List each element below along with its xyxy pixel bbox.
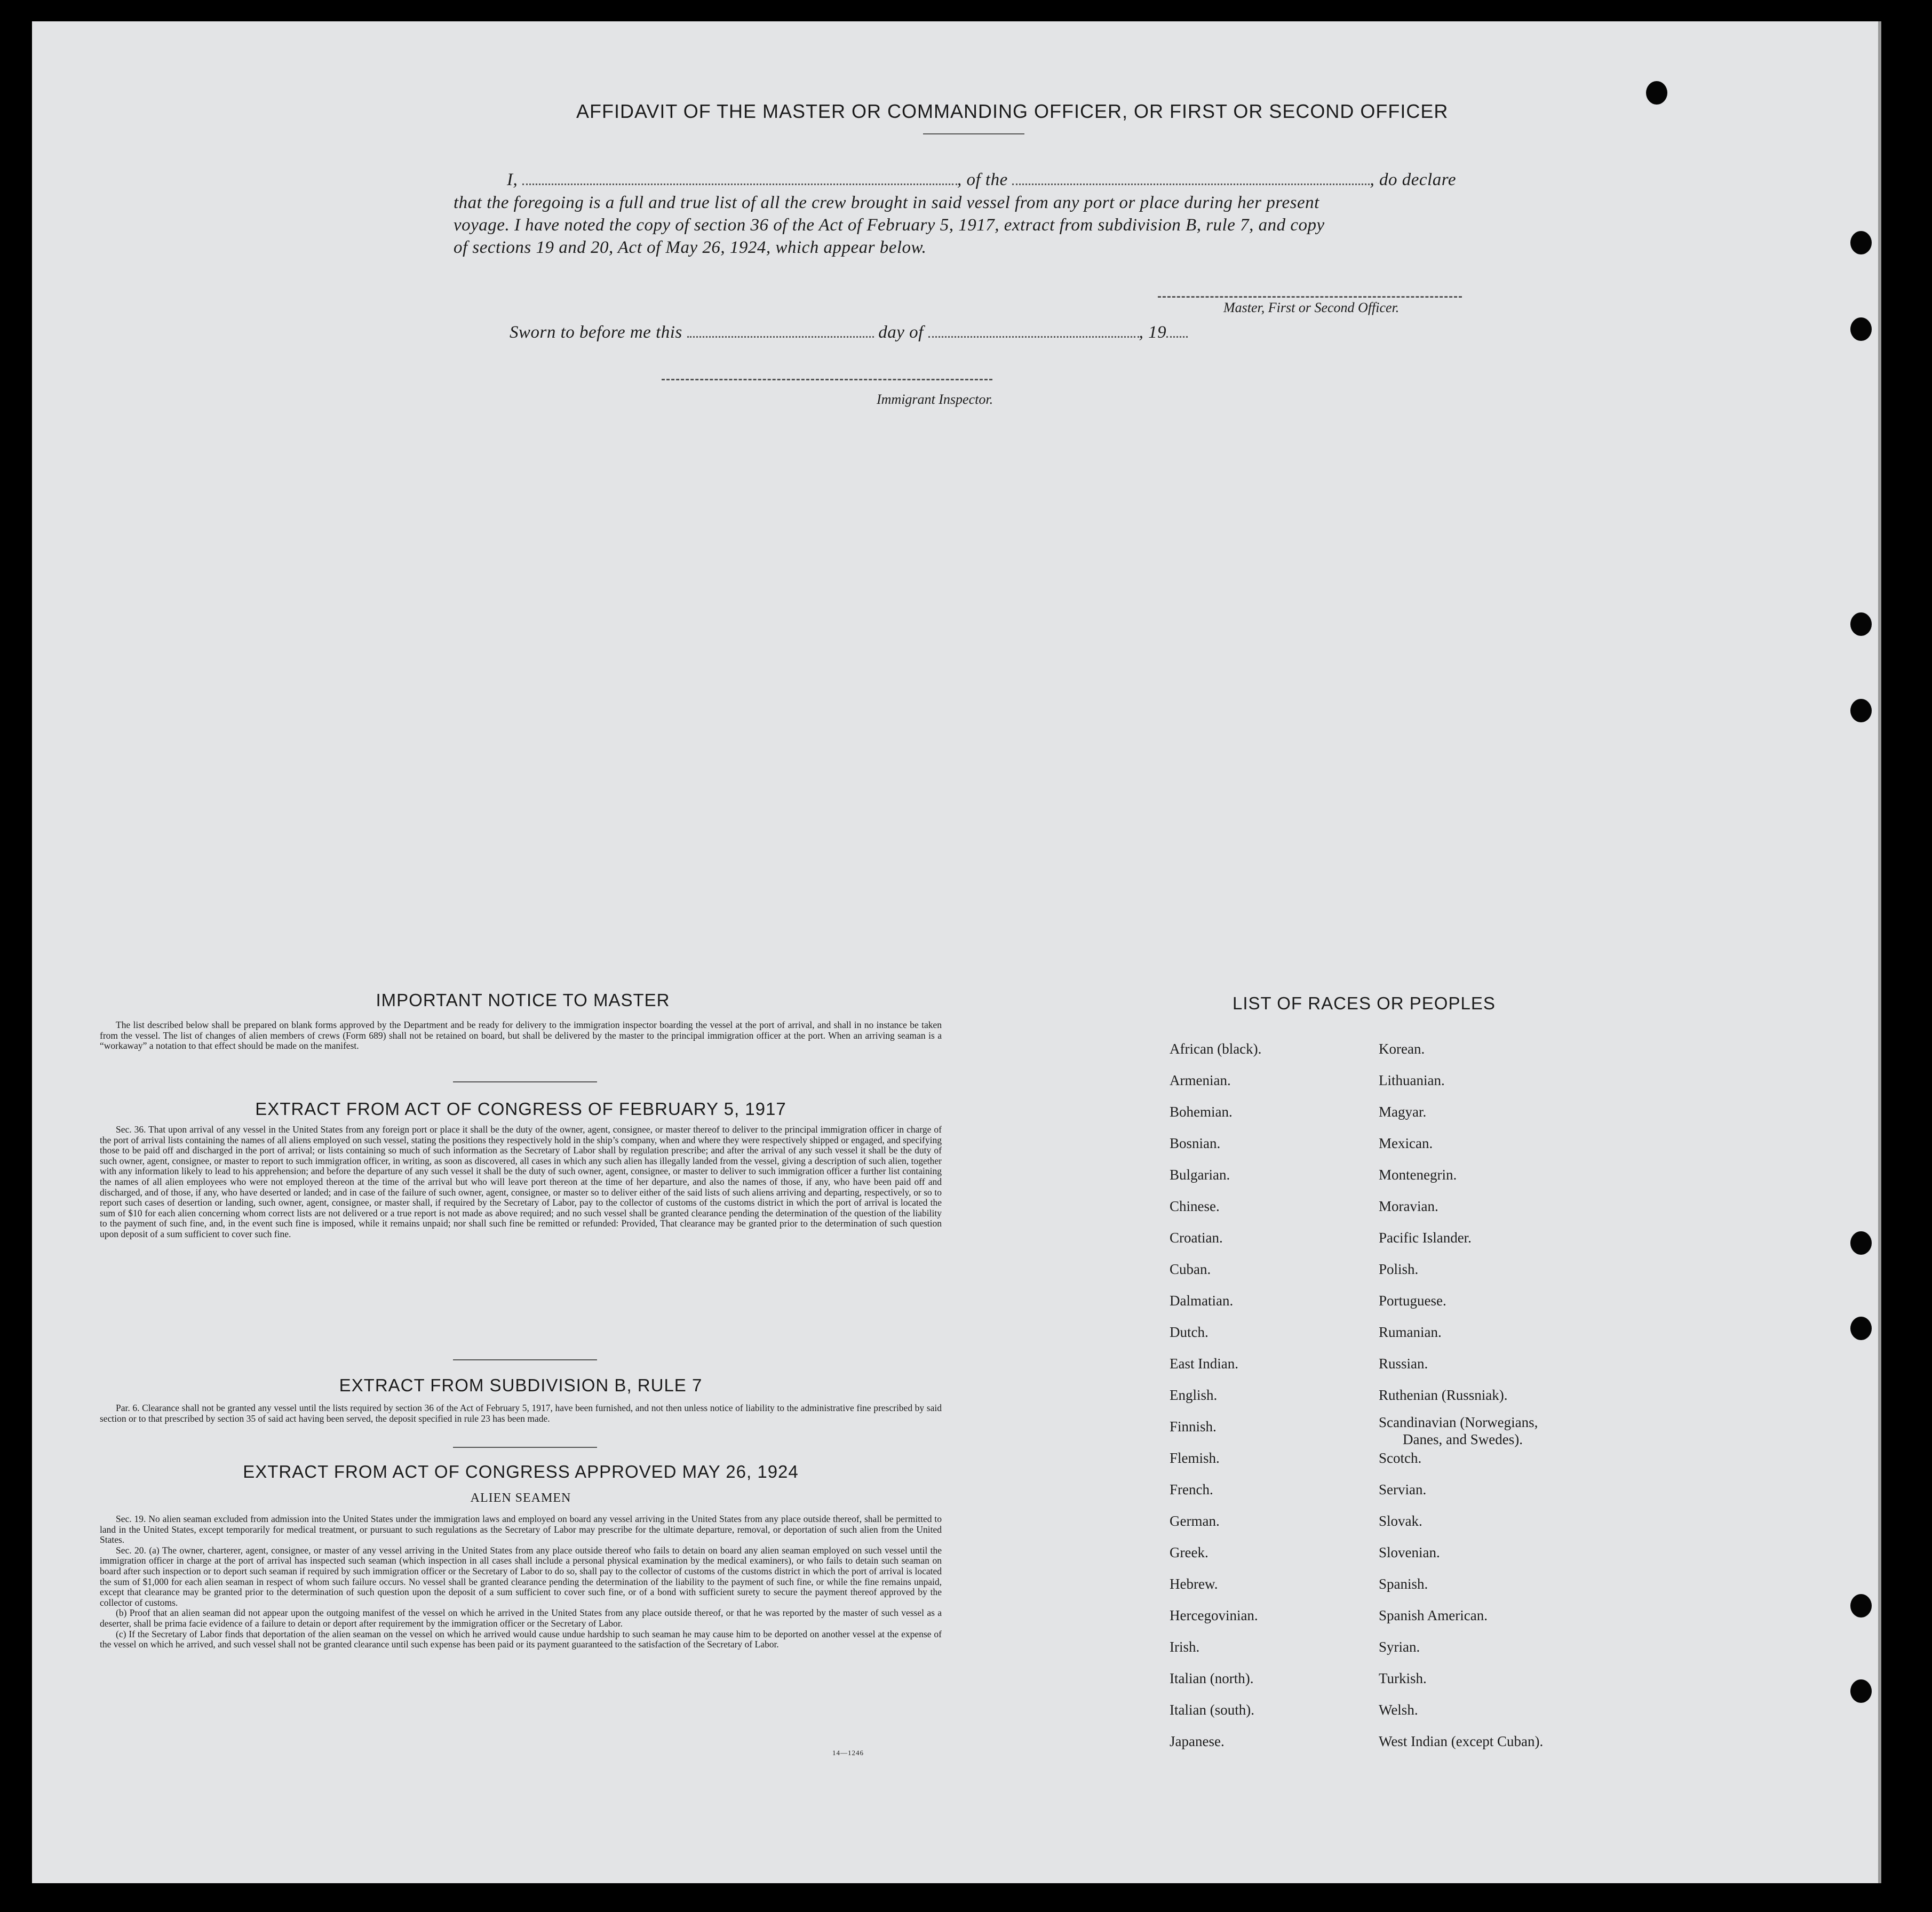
race-item: Danes, and Swedes). bbox=[1403, 1431, 1523, 1447]
punch-hole bbox=[1850, 317, 1872, 341]
race-item: Mexican. bbox=[1379, 1135, 1433, 1151]
race-item: Montenegrin. bbox=[1379, 1167, 1457, 1183]
affidavit-line-2: that the foregoing is a full and true list of all the crew brought in said vessel from any port or place during her present bbox=[454, 193, 1319, 212]
race-item: Dalmatian. bbox=[1170, 1293, 1234, 1309]
vessel-name-field[interactable] bbox=[1012, 170, 1370, 185]
race-item: Finnish. bbox=[1170, 1419, 1217, 1435]
race-item: German. bbox=[1170, 1513, 1220, 1529]
race-item: Servian. bbox=[1379, 1481, 1427, 1497]
race-item: Armenian. bbox=[1170, 1072, 1231, 1088]
race-item: Croatian. bbox=[1170, 1230, 1223, 1246]
punch-hole bbox=[1850, 699, 1872, 722]
officer-name-field[interactable] bbox=[522, 170, 957, 185]
day-of-label: day of bbox=[878, 323, 924, 342]
race-item: Cuban. bbox=[1170, 1261, 1211, 1277]
title-divider bbox=[923, 133, 1024, 134]
inspector-signature-line[interactable] bbox=[662, 379, 992, 380]
race-item: Welsh. bbox=[1379, 1702, 1418, 1718]
race-item: Slovak. bbox=[1379, 1513, 1422, 1529]
race-item: Bulgarian. bbox=[1170, 1167, 1230, 1183]
race-item: Polish. bbox=[1379, 1261, 1419, 1277]
affidavit-i-label: I, bbox=[507, 170, 518, 189]
inspector-signature-label: Immigrant Inspector. bbox=[877, 392, 993, 407]
race-item: Italian (south). bbox=[1170, 1702, 1254, 1718]
section-20a-text: Sec. 20. (a) The owner, charterer, agent, consignee, or master of any vessel arriving in the United States from any place outside thereof who fails to detain on board any alien seaman employed on such vessel until the immigration officer in charge at the port of arrival has inspected such seaman (which inspection in all cases shall include a personal physical examination by the medical examiners), or who fails to detain such seaman on board after such inspection or to deport such seaman if required by such immigration officer or the Secretary of Labor to do so, shall pay to the collector of customs of the customs district in which the port of arrival is located the sum of $1,000 for each alien seaman in respect of whom such failure occurs. No vessel shall be granted clearance pending the determination of the liability to the payment of such fine, or while the fine remains unpaid, except that clearance may be granted prior to the determination of such question upon the deposit of a sum sufficient to cover such fine, or of a bond with sufficient surety to secure the payment thereof approved by the collector of customs. bbox=[100, 1544, 942, 1608]
race-item: Syrian. bbox=[1379, 1639, 1420, 1655]
race-item: Moravian. bbox=[1379, 1198, 1438, 1214]
race-item: Scandinavian (Norwegians, bbox=[1379, 1414, 1538, 1430]
race-item: Slovenian. bbox=[1379, 1544, 1440, 1560]
race-item: Korean. bbox=[1379, 1041, 1425, 1057]
sworn-line bbox=[510, 322, 1188, 342]
section-divider bbox=[453, 1359, 597, 1360]
race-item: Hercegovinian. bbox=[1170, 1607, 1258, 1623]
sworn-day-field[interactable] bbox=[687, 322, 874, 338]
extract-rule7-body: Par. 6. Clearance shall not be granted any vessel until the lists required by section 36 of the Act of February 5, 1917, have been furnished, and not then unless notice of liability to the administrative fine prescribed by said section or to that prescribed by section 35 of said act having been served, the deposit specified in rule 23 has been made. bbox=[100, 1403, 942, 1424]
of-the-label: , of the bbox=[957, 170, 1008, 189]
race-item: Lithuanian. bbox=[1379, 1072, 1445, 1088]
affidavit-title: AFFIDAVIT OF THE MASTER OR COMMANDING OFFICER, OR FIRST OR SECOND OFFICER bbox=[576, 100, 1449, 122]
form-number: 14—1246 bbox=[832, 1749, 864, 1757]
document-page bbox=[32, 21, 1881, 1883]
race-item: Chinese. bbox=[1170, 1198, 1220, 1214]
race-item: Bosnian. bbox=[1170, 1135, 1221, 1151]
extract-1917-body: Sec. 36. That upon arrival of any vessel in the United States from any foreign port or place it shall be the duty of the owner, agent, consignee, or master thereof to deliver to the principal immigration officer in charge of the port of arrival lists containing the names of all aliens employed on such vessel, stating the positions they respectively hold in the ship’s company, when and where they were respectively shipped or engaged, and specifying those to be paid off and discharged in the port of arrival; or lists containing so much of such information as the Secretary of Labor shall by regulation prescribe; and after the arrival of any such vessel it shall be the duty of such owner, agent, consignee, or master to report to such immigration officer, in writing, as soon as discovered, all cases in which any such alien has illegally landed from the vessel, giving a description of such alien, together with any information likely to lead to his apprehension; and before the departure of any such vessel it shall be the duty of such owner, agent, consignee, or master to deliver to such immigration officer a further list containing the names of all alien employees who were not employed thereon at the time of the arrival but who will leave port thereon at the time of her departure, and also the names of those, if any, who have been paid off and discharged, and of those, if any, who have deserted or landed; and in case of the failure of such owner, agent, consignee, or master so to deliver either of the said lists of such aliens arriving and departing, respectively, or so to report such cases of desertion or landing, such owner, agent, consignee, or master shall, if required by the Secretary of Labor, pay to the collector of customs of the customs district in which the port of arrival is located the sum of $10 for each alien concerning whom correct lists are not delivered or a true report is not made as above required; and no such vessel shall be granted clearance pending the determination of the question of the liability to the payment of such fine, and, in the event such fine is imposed, while it remains unpaid; nor shall such fine be remitted or refunded: Provided, That clearance may be granted prior to the determination of such question upon deposit of a sum sufficient to cover such fine. bbox=[100, 1124, 942, 1239]
affidavit-line-3: voyage. I have noted the copy of section 36 of the Act of February 5, 1917, extract from subdivision B, rule 7, and copy bbox=[454, 216, 1325, 235]
punch-hole bbox=[1850, 1231, 1872, 1255]
punch-hole bbox=[1646, 81, 1667, 105]
race-item: Ruthenian (Russniak). bbox=[1379, 1387, 1508, 1403]
master-signature-label: Master, First or Second Officer. bbox=[1223, 300, 1400, 315]
race-item: Rumanian. bbox=[1379, 1324, 1442, 1340]
race-item: Russian. bbox=[1379, 1356, 1428, 1372]
affidavit-line-4: of sections 19 and 20, Act of May 26, 1924, which appear below. bbox=[454, 238, 927, 257]
race-item: Dutch. bbox=[1170, 1324, 1209, 1340]
race-item: Pacific Islander. bbox=[1379, 1230, 1472, 1246]
sworn-month-field[interactable] bbox=[928, 322, 1139, 338]
race-item: Turkish. bbox=[1379, 1670, 1427, 1686]
race-item: Magyar. bbox=[1379, 1104, 1427, 1120]
declare-label: , do declare bbox=[1370, 170, 1456, 189]
punch-hole bbox=[1850, 1679, 1872, 1703]
punch-hole bbox=[1850, 612, 1872, 636]
punch-hole bbox=[1850, 1317, 1872, 1340]
section-19-text: Sec. 19. No alien seaman excluded from admission into the United States under the immigration laws and employed on board any vessel arriving in the United States from any place outside thereof, shall be permitted to land in the United States, except temporarily for medical treatment, or pursuant to such regulations as the Secretary of Labor may prescribe for the ultimate departure, removal, or deportation of such alien from the United States. bbox=[100, 1513, 942, 1545]
section-20b-text: (b) Proof that an alien seaman did not appear upon the outgoing manifest of the vessel on which he arrived in the United States from any place outside thereof, or that he was reported by the master of such vessel as a deserter, shall be prima facie evidence of a failure to detain or deport after requirement by the immigration officer or the Secretary of Labor. bbox=[100, 1607, 942, 1629]
race-item: Portuguese. bbox=[1379, 1293, 1446, 1309]
race-item: Spanish American. bbox=[1379, 1607, 1488, 1623]
notice-title: IMPORTANT NOTICE TO MASTER bbox=[376, 990, 670, 1010]
affidavit-line-1 bbox=[507, 170, 1456, 190]
race-item: Spanish. bbox=[1379, 1576, 1428, 1592]
punch-hole bbox=[1850, 231, 1872, 254]
extract-1924-body bbox=[100, 1514, 942, 1650]
race-item: Japanese. bbox=[1170, 1733, 1225, 1749]
notice-body: The list described below shall be prepared on blank forms approved by the Department and be ready for delivery to the immigration inspector boarding the vessel at the port of arrival, and shall in no instance be taken from the vessel. The list of changes of alien members of crews (Form 689) shall not be retained on board, but shall be delivered by the master to the principal immigration officer at the port. When an arriving seaman is a “workaway” a notation to that effect should be made on the manifest. bbox=[100, 1019, 942, 1051]
master-signature-line[interactable] bbox=[1158, 296, 1462, 298]
race-item: East Indian. bbox=[1170, 1356, 1238, 1372]
race-item: African (black). bbox=[1170, 1041, 1262, 1057]
race-item: Greek. bbox=[1170, 1544, 1209, 1560]
year-prefix: , 19 bbox=[1139, 323, 1167, 342]
race-item: Hebrew. bbox=[1170, 1576, 1218, 1592]
race-item: Irish. bbox=[1170, 1639, 1200, 1655]
section-20c-text: (c) If the Secretary of Labor finds that deportation of the alien seaman on the vessel on which he arrived would cause undue hardship to such seaman he may cause him to be deported on another vessel at the expense of the vessel on which he arrived, and such vessel shall not be granted clearance until such expense has been paid or its payment guaranteed to the satisfaction of the Secretary of Labor. bbox=[100, 1628, 942, 1650]
extract-1924-subtitle: ALIEN SEAMEN bbox=[470, 1491, 571, 1505]
extract-1924-title: EXTRACT FROM ACT OF CONGRESS APPROVED MAY 26, 1924 bbox=[243, 1462, 799, 1481]
race-item: Flemish. bbox=[1170, 1450, 1220, 1466]
extract-1917-title: EXTRACT FROM ACT OF CONGRESS OF FEBRUARY 5, 1917 bbox=[255, 1099, 786, 1119]
race-item: English. bbox=[1170, 1387, 1218, 1403]
race-item: Scotch. bbox=[1379, 1450, 1422, 1466]
punch-hole bbox=[1850, 1594, 1872, 1618]
section-divider bbox=[453, 1447, 597, 1448]
race-item: Bohemian. bbox=[1170, 1104, 1233, 1120]
race-item: West Indian (except Cuban). bbox=[1379, 1733, 1544, 1749]
races-title: LIST OF RACES OR PEOPLES bbox=[1233, 993, 1496, 1013]
sworn-year-field[interactable] bbox=[1166, 322, 1188, 338]
section-divider bbox=[453, 1081, 597, 1082]
extract-rule7-title: EXTRACT FROM SUBDIVISION B, RULE 7 bbox=[339, 1375, 703, 1395]
race-item: Italian (north). bbox=[1170, 1670, 1254, 1686]
sworn-label: Sworn to before me this bbox=[510, 323, 682, 342]
race-item: French. bbox=[1170, 1481, 1213, 1497]
